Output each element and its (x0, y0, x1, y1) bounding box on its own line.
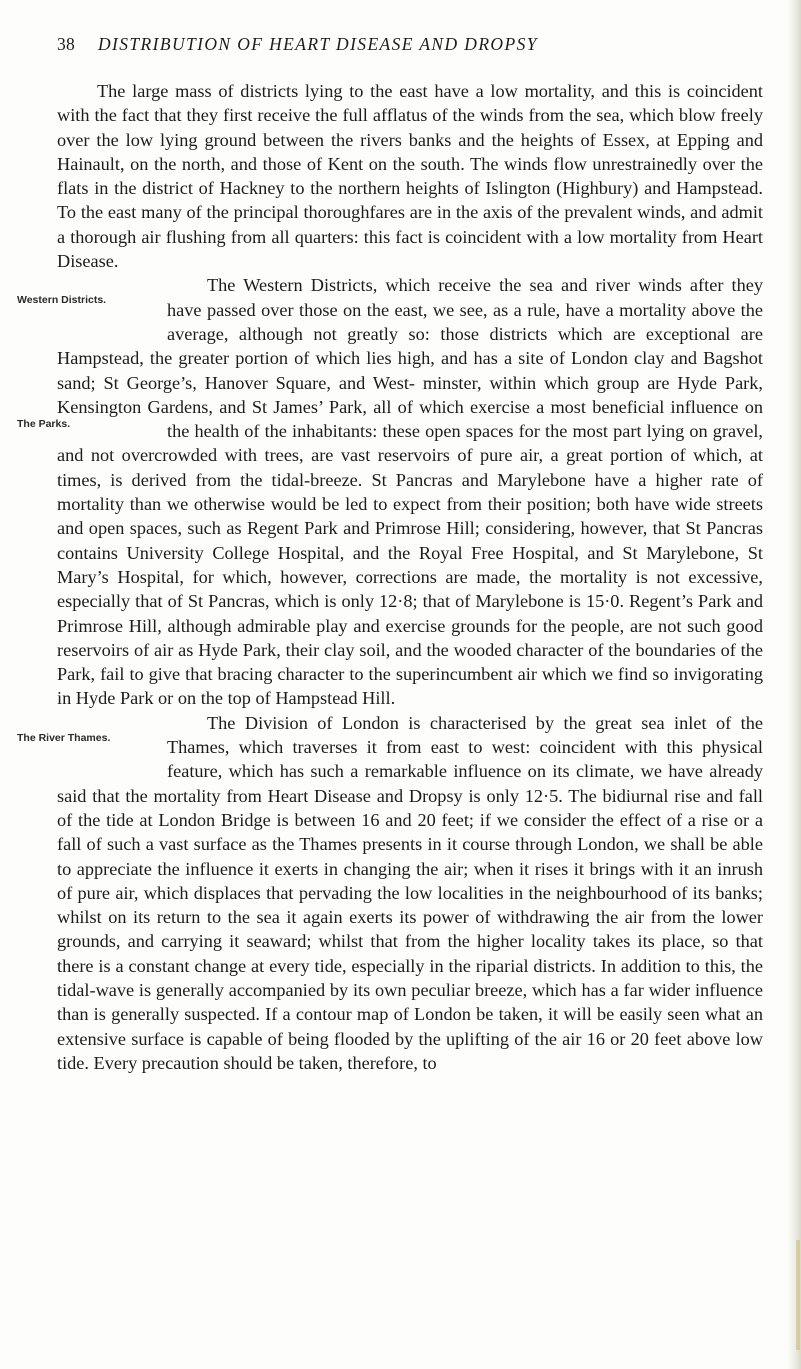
running-title: DISTRIBUTION OF HEART DISEASE AND DROPSY (98, 34, 538, 54)
sidenote-parks (17, 404, 167, 430)
paragraph-western-text: The Western Districts, which receive the sea and river winds after they have passed over those on the east, we see, as a rule, have a mortality above the average, although not greatly so: those districts which are exceptional are Hampstead, the greater portion of which lies high, and has a site of London clay and Bagshot sand; St George’s, Hanover Square, and West- minster, within which group are Hyde Park, Kensington Gardens, and St James’ Park, all of which exercise a most beneficial influence on the health of the inhabitants: (57, 275, 763, 442)
page-header (0, 34, 801, 58)
page-edge-shadow (787, 0, 801, 1369)
sidenote-river-thames (17, 718, 167, 768)
paragraph-river-thames (17, 711, 763, 1075)
edge-stain (796, 1240, 800, 1350)
paragraph-thames-text: The Division of London is characterised by the great sea inlet of the Thames, which traverses it from east to west: coincident with this physical feature, which has such a remarkable influence on its climate, we have already said that the mortality from Heart Disease and Dropsy is only 12·5. The bidiurnal rise and fall of the tide at London Bridge is between 16 and 20 feet; if we consider the effect of a rise or a fall of such a vast surface as the Thames presents in it course through London, we shall be able to appreciate the influence it exerts in changing the air; when it rises it brings with it an inrush of pure air, which displaces that pervading the low localities in the neighbourhood of its banks; whilst on its return to the sea it again exerts its power of withdrawing the air from the lower grounds, and carrying it seaward; whilst that from the higher locality takes its place, so that there is a constant change at every tide, especially in the riparial districts. In addition to this, the tidal-wave is generally accompanied by its own peculiar breeze, which has a far wider influence than is generally suspected. If a contour map of London be taken, it will be easily seen what an extensive surface is capable of being flooded by the uplifting of the air 16 or 20 feet above low tide. Every precaution should be taken, therefore, to (57, 712, 763, 1073)
body-text (17, 79, 763, 1075)
sidenote-label: The Parks. (17, 418, 71, 431)
page-number: 38 (57, 34, 76, 54)
sidenote-label: Western Districts. (17, 294, 107, 307)
paragraph-east-districts: The large mass of districts lying to the east have a low mortality, and this is coincident with the fact that they first receive the full afflatus of the winds from the sea, which blow freely over the low lying ground between the rivers banks and the heights of Essex, at Epping and Hainault, on the north, and those of Kent on the south. The winds flow unrestrainedly over the flats in the district of Hackney to the northern heights of Islington (Highbury) and Hampstead. To the east many of the principal thoroughfares are in the axis of the prevalent winds, and admit a thorough air flushing from all quarters: this fact is coincident with a low mortality from Heart Disease. (57, 81, 763, 272)
paragraph-parks-text: these open spaces for the most part lying on gravel, and not overcrowded with trees, are vast reservoirs of pure air, a great portion of which, at times, is derived from the tidal-breeze. St Pancras and Marylebone have a higher rate of mortality than we otherwise would be led to expect from their position; both have wide streets and open spaces, such as Regent Park and Primrose Hill; considering, however, that St Pancras contains University College Hospital, and the Royal Free Hospital, and St Marylebone, St Mary’s Hospital, for which, however, corrections are made, the mortality is not excessive, especially that of St Pancras, which is only 12·8; that of Marylebone is 15·0. Regent’s Park and Primrose Hill, although admirable play and exercise grounds for the people, are not such good reservoirs of air as Hyde Park, their clay soil, and the wooded character of the boundaries of the Park, fail to give that bracing character to the superincumbent air which we find so invigorating in Hyde Park or on the top of Hampstead Hill. (57, 421, 763, 709)
sidenote-label: The River Thames. (17, 731, 111, 744)
paragraph-western-districts (17, 273, 763, 710)
sidenote-western-districts (17, 280, 167, 330)
